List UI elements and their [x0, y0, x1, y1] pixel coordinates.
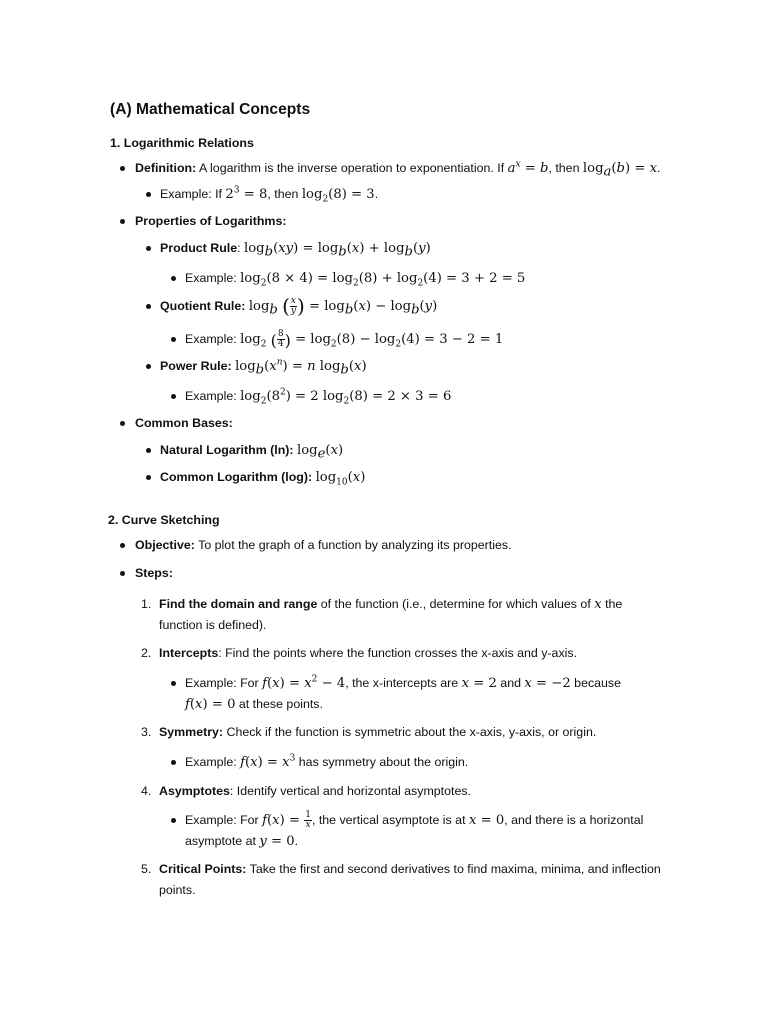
- list-item-common-log: Common Logarithm (log): $\log_{10}(x)$: [160, 470, 366, 488]
- math-expression: $\log_2(8^2) = 2$ $\log_2(8) = 2 \times 3 = 6$: [240, 387, 452, 407]
- math-expression: $f(x) = x^2 - 4$: [262, 674, 346, 691]
- bullet: [120, 543, 125, 548]
- bullet: [171, 818, 176, 823]
- step-number: 4.: [141, 784, 152, 798]
- bullet: [146, 192, 151, 197]
- bullet: [120, 219, 125, 224]
- bullet: [146, 475, 151, 480]
- list-item-objective: Objective: To plot the graph of a function by analyzing its properties.: [135, 538, 512, 552]
- list-item-example: Example: If $2^3 = 8$, then $\log_2(8) = 3$.: [160, 185, 379, 205]
- step-number: 1.: [141, 597, 152, 611]
- page-title: (A) Mathematical Concepts: [110, 101, 311, 118]
- bullet: [120, 166, 125, 171]
- step-number: 5.: [141, 862, 152, 876]
- list-item-steps: Steps:: [135, 566, 173, 580]
- bullet: [171, 681, 176, 686]
- list-item-natural-log: Natural Logarithm (ln): $\log_e(x)$: [160, 443, 344, 462]
- list-item-power-rule: Power Rule: $\log_b(x^n) = n$ $\log_b(x)$: [160, 357, 367, 378]
- math-expression: $\log_{10}(x)$: [315, 470, 366, 488]
- step-asymptotes: Asymptotes: Identify vertical and horizontal asymptotes.: [159, 784, 471, 798]
- list-item-example-line2: asymptote at y = 0.: [185, 834, 299, 849]
- list-item-example: Example: For $f(x) = x^2 - 4$, the x-intercepts are x = 2 and x = −2 because: [185, 674, 622, 691]
- section-heading-logarithmic-relations: 1. Logarithmic Relations: [110, 136, 254, 150]
- list-item-example: Example: $\log_2(8 \times 4) = \log_2(8) + \log_2(4) = 3 + 2 = 5$: [185, 271, 526, 289]
- list-item-example: Example: $f(x) = x^3$ has symmetry about the origin.: [185, 753, 469, 770]
- bullet: [146, 246, 151, 251]
- bullet: [171, 276, 176, 281]
- step-domain-range-line2: function is defined).: [159, 618, 267, 632]
- bullet: [171, 760, 176, 765]
- step-domain-range: Find the domain and range of the function (i.e., determine for which values of x the: [159, 597, 623, 612]
- math-expression: $a^x$: [507, 159, 521, 176]
- section-heading-curve-sketching: 2. Curve Sketching: [108, 513, 220, 527]
- bullet: [146, 304, 151, 309]
- bullet: [171, 394, 176, 399]
- list-item-definition: Definition: A logarithm is the inverse operation to exponentiation. If $a^x = b$, then $\log_a(b) = x$.: [135, 159, 661, 180]
- bullet: [171, 337, 176, 342]
- step-symmetry: Symmetry: Check if the function is symmetric about the x-axis, y-axis, or origin.: [159, 725, 597, 739]
- bullet: [120, 571, 125, 576]
- step-number: 2.: [141, 646, 152, 660]
- step-critical-points: Critical Points: Take the first and second derivatives to find maxima, minima, and inflection: [159, 862, 661, 876]
- list-item-example: Example: $\log_2(8^2) = 2$ $\log_2(8) = 2 \times 3 = 6$: [185, 387, 452, 407]
- list-item-example: Example: $\log_2$ ( $\frac{8}{4}$ ) = $\log_2(8) - \log_2(4) = 3 - 2 = 1$: [185, 329, 504, 350]
- bullet: [146, 364, 151, 369]
- list-item-properties: Properties of Logarithms:: [135, 214, 287, 228]
- step-critical-points-line2: points.: [159, 883, 196, 897]
- step-intercepts: Intercepts: Find the points where the function crosses the x-axis and y-axis.: [159, 646, 578, 660]
- bullet: [120, 421, 125, 426]
- math-expression: $\log_b$ ( $\frac{x}{y}$ ) = $\log_b(x) - \log_b(y)$: [248, 294, 438, 318]
- math-expression: $\log_2(8 \times 4) = \log_2(8) + \log_2(4) = 3 + 2 = 5$: [240, 271, 526, 289]
- math-expression: $f(x) = x^3$: [240, 753, 296, 770]
- list-item-example: Example: For f(x) = $\frac{1}{x}$ , the vertical asymptote is at x = 0, and there is a horizontal: [185, 810, 644, 830]
- definition-text: A logarithm is the inverse operation to exponentiation. If: [196, 161, 508, 175]
- step-number: 3.: [141, 725, 152, 739]
- bullet: [146, 448, 151, 453]
- math-expression: $\log_b(x^n) = n$ $\log_b(x)$: [235, 357, 367, 378]
- list-item-quotient-rule: Quotient Rule: $\log_b$ ( $\frac{x}{y}$ ) = $\log_b(x) - \log_b(y)$: [160, 294, 438, 318]
- math-expression: $\log_e(x)$: [297, 443, 344, 462]
- math-expression: $\log_b(xy) = \log_b(x) + \log_b(y)$: [244, 241, 431, 260]
- list-item-common-bases: Common Bases:: [135, 416, 233, 430]
- list-item-product-rule: Product Rule: $\log_b(xy) = \log_b(x) + \log_b(y)$: [160, 241, 431, 260]
- math-expression: f(x) = $\frac{1}{x}$: [262, 810, 311, 830]
- list-item-example-line2: f(x) = 0 at these points.: [185, 697, 323, 712]
- math-expression: $2^3 = 8$: [225, 185, 268, 202]
- math-expression: $\log_2$ ( $\frac{8}{4}$ ) = $\log_2(8) - \log_2(4) = 3 - 2 = 1$: [240, 329, 504, 350]
- definition-label: Definition:: [135, 161, 197, 175]
